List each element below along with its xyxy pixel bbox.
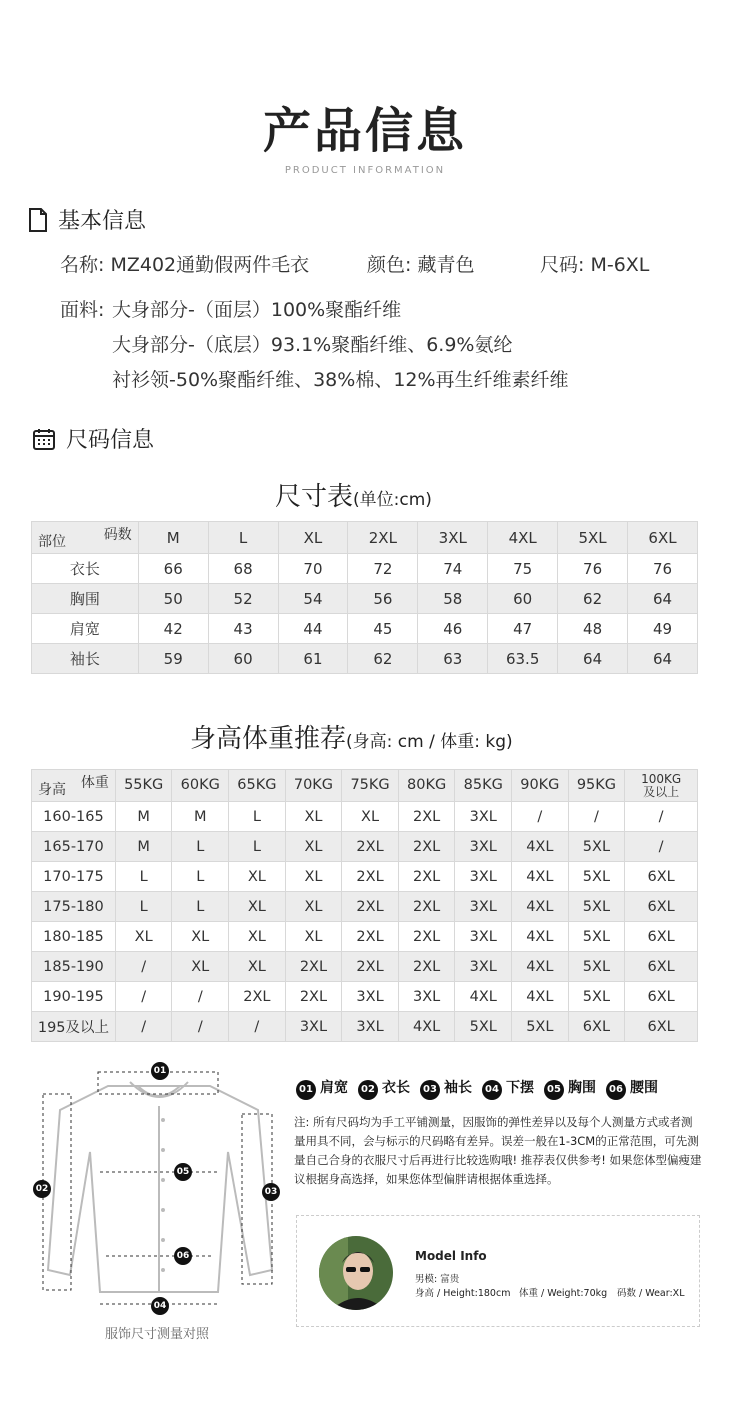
table-cell: L xyxy=(229,802,286,832)
model-wear: 码数 / Wear:XL xyxy=(617,1288,685,1299)
table-cell: 2XL xyxy=(398,862,455,892)
table-cell: 62 xyxy=(558,584,628,614)
size-header-cell: 2XL xyxy=(348,522,418,554)
table-cell: 3XL xyxy=(455,832,512,862)
table-cell: 63.5 xyxy=(488,644,558,674)
table-cell: M xyxy=(115,832,172,862)
fabric-line: 大身部分-（面层）100%聚酯纤维 xyxy=(112,299,402,321)
table-cell: 5XL xyxy=(568,892,625,922)
table-cell: 3XL xyxy=(342,1012,399,1042)
table-cell: 6XL xyxy=(625,982,698,1012)
table-cell: XL xyxy=(285,892,342,922)
table-cell: XL xyxy=(285,832,342,862)
table-cell: 74 xyxy=(418,554,488,584)
table-cell: 3XL xyxy=(455,892,512,922)
calendar-icon xyxy=(32,427,56,451)
table-cell: 3XL xyxy=(455,922,512,952)
corner-bottom-label: 部位 xyxy=(38,534,66,550)
table-cell: 2XL xyxy=(342,892,399,922)
table-cell: XL xyxy=(229,892,286,922)
table-cell: / xyxy=(568,802,625,832)
table-cell: 58 xyxy=(418,584,488,614)
table-cell: 64 xyxy=(558,644,628,674)
table-cell: 2XL xyxy=(342,832,399,862)
table-cell: 66 xyxy=(138,554,208,584)
size-header-cell: 3XL xyxy=(418,522,488,554)
weight-header-cell: 75KG xyxy=(342,770,399,802)
row-label-cell: 胸围 xyxy=(32,584,139,614)
size-table-unit: (单位:cm) xyxy=(353,490,432,510)
table-cell: L xyxy=(172,832,229,862)
measure-marker-02: 02 xyxy=(33,1180,51,1198)
table-cell: 4XL xyxy=(512,952,569,982)
table-cell: XL xyxy=(229,862,286,892)
table-cell: 2XL xyxy=(229,982,286,1012)
model-height: 身高 / Height:180cm xyxy=(415,1288,511,1299)
table-cell: 5XL xyxy=(568,922,625,952)
table-cell: 62 xyxy=(348,644,418,674)
table-cell: 6XL xyxy=(568,1012,625,1042)
row-label-cell: 170-175 xyxy=(32,862,116,892)
size-header-cell: 4XL xyxy=(488,522,558,554)
weight-header-cell: 70KG xyxy=(285,770,342,802)
table-cell: 5XL xyxy=(568,832,625,862)
size-info-heading xyxy=(32,423,154,454)
row-label-cell: 175-180 xyxy=(32,892,116,922)
table-cell: 3XL xyxy=(342,982,399,1012)
table-cell: 48 xyxy=(558,614,628,644)
table-row xyxy=(32,952,698,982)
legend-item: 01 肩宽 xyxy=(296,1077,348,1100)
product-color: 颜色: 藏青色 xyxy=(367,254,475,276)
table-cell: 4XL xyxy=(512,922,569,952)
table-cell: 2XL xyxy=(398,952,455,982)
recommend-unit: (身高: cm / 体重: kg) xyxy=(346,732,513,752)
table-cell: 6XL xyxy=(625,862,698,892)
size-table-title-text: 尺寸表 xyxy=(275,482,354,512)
recommend-title xyxy=(190,718,513,755)
row-label-cell: 袖长 xyxy=(32,644,139,674)
table-cell: L xyxy=(172,892,229,922)
table-cell: 4XL xyxy=(398,1012,455,1042)
model-avatar xyxy=(318,1235,394,1311)
table-cell: 42 xyxy=(138,614,208,644)
measure-legend xyxy=(296,1077,658,1100)
table-cell: XL xyxy=(172,952,229,982)
recommend-table xyxy=(31,769,698,1042)
table-cell: 2XL xyxy=(342,952,399,982)
table-cell: 3XL xyxy=(285,1012,342,1042)
product-name: 名称: MZ402通勤假两件毛衣 xyxy=(60,254,310,276)
table-cell: 6XL xyxy=(625,922,698,952)
table-cell: 60 xyxy=(488,584,558,614)
legend-item: 06 腰围 xyxy=(606,1077,658,1100)
table-cell: 76 xyxy=(558,554,628,584)
table-cell: 70 xyxy=(278,554,348,584)
table-cell: 61 xyxy=(278,644,348,674)
model-weight: 体重 / Weight:70kg xyxy=(519,1288,608,1299)
weight-header-cell: 80KG xyxy=(398,770,455,802)
table-cell: 52 xyxy=(208,584,278,614)
table-cell: 3XL xyxy=(455,802,512,832)
table-cell: 3XL xyxy=(455,952,512,982)
measurement-note: 注: 所有尺码均为手工平铺测量，因服饰的弹性差异以及每个人测量方式或者测量用具不同，会与标示的尺码略有差异。误差一般在1-3CM的正常范围，可先测量自己合身的衣服尺寸后再进行比较选购哦! 推荐表仅供参考! 如果您体型偏瘦建议根据身高选择，如果您体型偏胖请根据体重选择。 xyxy=(294,1115,702,1186)
size-header-cell: L xyxy=(208,522,278,554)
legend-item: 04 下摆 xyxy=(482,1077,534,1100)
table-cell: / xyxy=(229,1012,286,1042)
table-cell: / xyxy=(115,982,172,1012)
size-table xyxy=(31,521,698,674)
table-cell: XL xyxy=(229,952,286,982)
table-cell: XL xyxy=(285,862,342,892)
size-table-title xyxy=(275,476,432,513)
table-header-row xyxy=(32,770,698,802)
corner-top-label: 体重 xyxy=(80,775,109,791)
table-row xyxy=(32,614,698,644)
table-cell: 63 xyxy=(418,644,488,674)
weight-header-cell: 95KG xyxy=(568,770,625,802)
table-cell: / xyxy=(172,982,229,1012)
table-row xyxy=(32,922,698,952)
table-row xyxy=(32,554,698,584)
measure-marker-01: 01 xyxy=(151,1062,169,1080)
table-cell: 3XL xyxy=(398,982,455,1012)
table-cell: 43 xyxy=(208,614,278,644)
table-cell: 60 xyxy=(208,644,278,674)
table-cell: / xyxy=(172,1012,229,1042)
corner-bottom-label: 身高 xyxy=(38,782,66,798)
table-cell: 4XL xyxy=(512,892,569,922)
table-cell: XL xyxy=(342,802,399,832)
table-cell: 5XL xyxy=(568,952,625,982)
table-row xyxy=(32,982,698,1012)
table-cell: L xyxy=(115,892,172,922)
table-cell: 2XL xyxy=(398,922,455,952)
table-cell: 6XL xyxy=(625,892,698,922)
table-corner-cell xyxy=(32,770,116,802)
table-cell: L xyxy=(172,862,229,892)
table-cell: 2XL xyxy=(398,892,455,922)
model-info-card xyxy=(296,1215,700,1327)
size-info-title: 尺码信息 xyxy=(66,428,155,453)
table-cell: / xyxy=(625,802,698,832)
table-cell: 5XL xyxy=(512,1012,569,1042)
product-size-range: 尺码: M-6XL xyxy=(540,254,650,276)
measure-marker-05: 05 xyxy=(174,1163,192,1181)
row-label-cell: 肩宽 xyxy=(32,614,139,644)
weight-header-cell: 100KG 及以上 xyxy=(625,770,698,802)
table-corner-cell xyxy=(32,522,139,554)
table-cell: 45 xyxy=(348,614,418,644)
weight-header-cell: 60KG xyxy=(172,770,229,802)
table-cell: 4XL xyxy=(512,982,569,1012)
table-cell: M xyxy=(115,802,172,832)
table-cell: 64 xyxy=(628,584,698,614)
diagram-caption: 服饰尺寸测量对照 xyxy=(105,1327,210,1342)
table-cell: 2XL xyxy=(342,862,399,892)
table-cell: 2XL xyxy=(285,952,342,982)
table-cell: 4XL xyxy=(512,832,569,862)
row-label-cell: 180-185 xyxy=(32,922,116,952)
size-header-cell: XL xyxy=(278,522,348,554)
size-header-cell: 5XL xyxy=(558,522,628,554)
fabric-line: 衬衫领-50%聚酯纤维、38%棉、12%再生纤维素纤维 xyxy=(112,369,569,391)
row-label-cell: 160-165 xyxy=(32,802,116,832)
table-cell: XL xyxy=(285,802,342,832)
table-cell: 64 xyxy=(628,644,698,674)
legend-item: 02 衣长 xyxy=(358,1077,410,1100)
table-cell: XL xyxy=(229,922,286,952)
corner-top-label: 码数 xyxy=(103,527,132,543)
table-row xyxy=(32,584,698,614)
table-cell: 76 xyxy=(628,554,698,584)
page-title: 产品信息 xyxy=(262,103,467,159)
row-label-cell: 195及以上 xyxy=(32,1012,116,1042)
table-cell: 2XL xyxy=(398,832,455,862)
table-row xyxy=(32,1012,698,1042)
basic-info-heading xyxy=(28,204,146,235)
table-row xyxy=(32,892,698,922)
measure-marker-03: 03 xyxy=(262,1183,280,1201)
weight-header-cell: 90KG xyxy=(512,770,569,802)
table-cell: M xyxy=(172,802,229,832)
table-row xyxy=(32,832,698,862)
measure-marker-06: 06 xyxy=(174,1247,192,1265)
table-cell: 2XL xyxy=(342,922,399,952)
row-label-cell: 185-190 xyxy=(32,952,116,982)
table-header-row xyxy=(32,522,698,554)
table-cell: / xyxy=(512,802,569,832)
table-cell: 4XL xyxy=(512,862,569,892)
table-cell: 47 xyxy=(488,614,558,644)
garment-measure-diagram xyxy=(30,1060,290,1322)
table-cell: 72 xyxy=(348,554,418,584)
size-header-cell: M xyxy=(138,522,208,554)
table-cell: L xyxy=(229,832,286,862)
legend-item: 03 袖长 xyxy=(420,1077,472,1100)
model-info-title: Model Info xyxy=(415,1249,487,1263)
size-header-cell: 6XL xyxy=(628,522,698,554)
table-cell: XL xyxy=(285,922,342,952)
table-cell: 46 xyxy=(418,614,488,644)
table-cell: / xyxy=(115,952,172,982)
model-name: 男模: 富贵 xyxy=(415,1274,460,1285)
table-cell: 56 xyxy=(348,584,418,614)
legend-item: 05 胸围 xyxy=(544,1077,596,1100)
table-cell: 68 xyxy=(208,554,278,584)
weight-header-cell: 65KG xyxy=(229,770,286,802)
document-icon xyxy=(28,208,48,232)
fabric-label: 面料: xyxy=(60,299,105,321)
table-cell: / xyxy=(115,1012,172,1042)
table-cell: 50 xyxy=(138,584,208,614)
table-row xyxy=(32,862,698,892)
table-cell: 49 xyxy=(628,614,698,644)
table-cell: 6XL xyxy=(625,1012,698,1042)
table-cell: 75 xyxy=(488,554,558,584)
table-cell: XL xyxy=(172,922,229,952)
table-row xyxy=(32,802,698,832)
table-cell: 5XL xyxy=(568,862,625,892)
table-cell: 6XL xyxy=(625,952,698,982)
table-cell: 5XL xyxy=(568,982,625,1012)
table-cell: / xyxy=(625,832,698,862)
recommend-title-text: 身高体重推荐 xyxy=(190,724,347,754)
table-cell: XL xyxy=(115,922,172,952)
table-cell: L xyxy=(115,862,172,892)
weight-header-cell: 85KG xyxy=(455,770,512,802)
weight-header-cell: 55KG xyxy=(115,770,172,802)
basic-info-title: 基本信息 xyxy=(58,209,147,234)
measure-marker-04: 04 xyxy=(151,1297,169,1315)
row-label-cell: 衣长 xyxy=(32,554,139,584)
table-row xyxy=(32,644,698,674)
table-cell: 4XL xyxy=(455,982,512,1012)
row-label-cell: 165-170 xyxy=(32,832,116,862)
fabric-line: 大身部分-（底层）93.1%聚酯纤维、6.9%氨纶 xyxy=(112,334,513,356)
table-cell: 44 xyxy=(278,614,348,644)
table-cell: 54 xyxy=(278,584,348,614)
table-cell: 2XL xyxy=(398,802,455,832)
row-label-cell: 190-195 xyxy=(32,982,116,1012)
table-cell: 3XL xyxy=(455,862,512,892)
table-cell: 5XL xyxy=(455,1012,512,1042)
table-cell: 2XL xyxy=(285,982,342,1012)
table-cell: 59 xyxy=(138,644,208,674)
page-subtitle: PRODUCT INFORMATION xyxy=(284,165,446,176)
